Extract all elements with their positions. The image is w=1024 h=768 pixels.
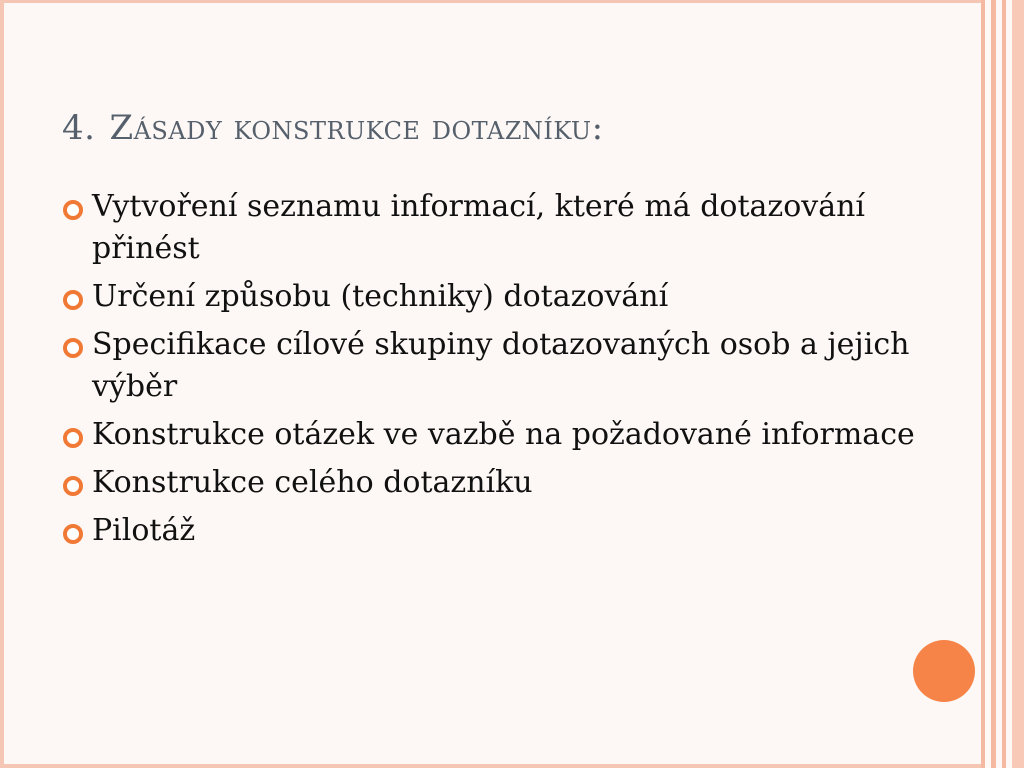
bullet-item (60, 324, 940, 408)
ring-bullet-icon (63, 200, 83, 220)
stripe (1002, 0, 1006, 768)
bullet-item (60, 276, 940, 318)
slide-title (62, 108, 604, 148)
ring-bullet-icon (63, 290, 83, 310)
bullet-text: Konstrukce otázek ve vazbě na požadované informace (92, 417, 915, 452)
stripe (1012, 0, 1024, 768)
bullet-text: Pilotáž (92, 513, 196, 548)
frame-left-border (0, 0, 4, 768)
stripe (981, 0, 985, 768)
decorative-stripes (981, 0, 1024, 768)
bullet-list (60, 186, 940, 558)
bullet-item (60, 414, 940, 456)
frame-bottom-border (0, 764, 985, 768)
ring-bullet-icon (63, 476, 83, 496)
stripe (991, 0, 996, 768)
bullet-text: Vytvoření seznamu informací, které má dotazování přinést (92, 189, 866, 266)
bullet-text: Specifikace cílové skupiny dotazovaných osob a jejich výběr (92, 327, 910, 404)
bullet-item (60, 462, 940, 504)
title-text: Zásady konstrukce dotazníku: (109, 108, 604, 148)
frame-top-border (0, 0, 985, 3)
decorative-circle (913, 640, 975, 702)
bullet-text: Konstrukce celého dotazníku (92, 465, 533, 500)
bullet-text: Určení způsobu (techniky) dotazování (92, 279, 669, 314)
bullet-item (60, 510, 940, 552)
ring-bullet-icon (63, 428, 83, 448)
ring-bullet-icon (63, 524, 83, 544)
title-number: 4. (62, 108, 96, 148)
ring-bullet-icon (63, 338, 83, 358)
bullet-item (60, 186, 940, 270)
